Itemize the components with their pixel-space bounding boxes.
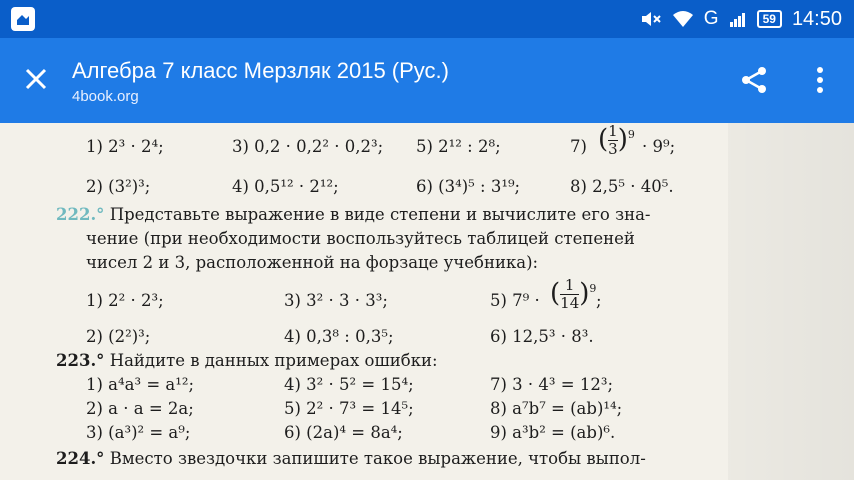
task-221-7-fraction: ( $\frac{1}{3}$ )$^9$ (598, 123, 635, 158)
more-options-icon[interactable] (808, 64, 832, 96)
mute-icon (640, 9, 662, 29)
task-221-3: 3) 0,2 · 0,2² · 0,2³; (232, 137, 384, 156)
page-title: Алгебра 7 класс Мерзляк 2015 (Рус.) (72, 58, 449, 83)
textbook-page (0, 123, 854, 480)
task-223-9: 9) a³b² = (ab)⁶. (490, 423, 616, 442)
task-222-1: 1) 2² · 2³; (86, 291, 164, 310)
wifi-icon (672, 10, 694, 28)
task-222-5-tail: ; (596, 291, 602, 310)
exercise-223 (56, 351, 438, 370)
app-toolbar (0, 38, 854, 123)
exercise-223-number: 223.° (56, 351, 105, 370)
status-bar (0, 0, 854, 38)
task-221-7-tail: · 9⁹; (642, 137, 676, 156)
exercise-222-number: 222.° (56, 205, 105, 224)
task-221-1: 1) 2³ · 2⁴; (86, 137, 164, 156)
task-221-8: 8) 2,5⁵ · 40⁵. (570, 177, 674, 196)
task-223-7: 7) 3 · 4³ = 12³; (490, 375, 614, 394)
exercise-224 (56, 449, 646, 468)
clock: 14:50 (791, 7, 842, 30)
task-221-4: 4) 0,5¹² · 2¹²; (232, 177, 339, 196)
exercise-222-text-1: Представьте выражение в виде степени и вычислите его зна- (109, 205, 651, 224)
task-223-2: 2) a · a = 2a; (86, 399, 194, 418)
task-221-2: 2) (3²)³; (86, 177, 151, 196)
task-223-1: 1) a⁴a³ = a¹²; (86, 375, 195, 394)
exercise-222 (56, 205, 651, 224)
task-222-5-fraction: ( $\frac{1}{14}$ )$^9$ (550, 276, 597, 312)
task-223-5: 5) 2² · 7³ = 14⁵; (284, 399, 414, 418)
close-icon[interactable] (20, 63, 52, 95)
task-223-8: 8) a⁷b⁷ = (ab)¹⁴; (490, 399, 623, 418)
exercise-222-text-3: чисел 2 и 3, расположенной на форзаце учебника): (86, 253, 539, 272)
task-222-2: 2) (2²)³; (86, 327, 151, 346)
exercise-224-text: Вместо звездочки запишите такое выражение, чтобы выпол- (109, 449, 646, 468)
task-222-3: 3) 3² · 3 · 3³; (284, 291, 388, 310)
notification-icon (10, 6, 36, 32)
task-223-6: 6) (2a)⁴ = 8a⁴; (284, 423, 403, 442)
task-222-6: 6) 12,5³ · 8³. (490, 327, 594, 346)
task-221-5: 5) 2¹² : 2⁸; (416, 137, 501, 156)
network-type: G (703, 8, 719, 29)
exercise-224-number: 224.° (56, 449, 105, 468)
signal-icon (729, 11, 747, 27)
task-222-5-label: 5) 7⁹ · (490, 291, 540, 310)
battery-level: 59 (757, 10, 782, 28)
task-223-4: 4) 3² · 5² = 15⁴; (284, 375, 414, 394)
exercise-223-text: Найдите в данных примерах ошибки: (109, 351, 438, 370)
page-edge-shadow (728, 123, 854, 480)
task-222-4: 4) 0,3⁸ : 0,3⁵; (284, 327, 394, 346)
page-url: 4book.org (72, 88, 139, 105)
exercise-222-text-2: чение (при необходимости воспользуйтесь таблицей степеней (86, 229, 635, 248)
task-223-3: 3) (a³)² = a⁹; (86, 423, 191, 442)
task-221-6: 6) (3⁴)⁵ : 3¹⁹; (416, 177, 521, 196)
share-icon[interactable] (738, 64, 770, 96)
task-221-7-label: 7) (570, 137, 587, 156)
